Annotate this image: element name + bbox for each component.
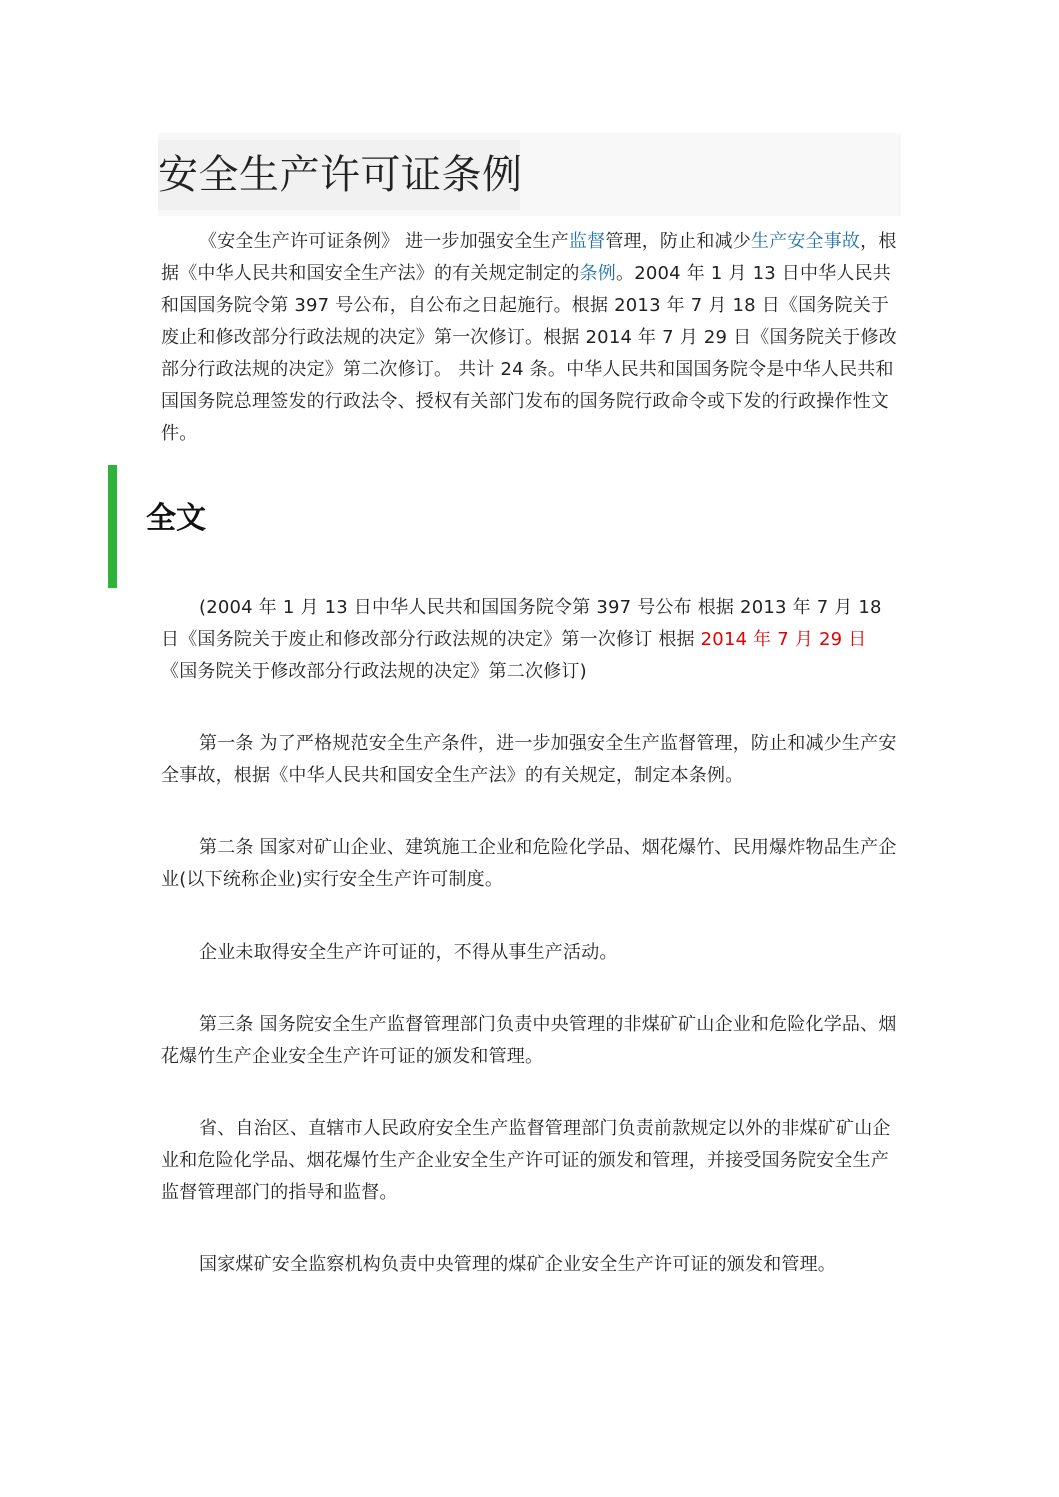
- article-3: 第三条 国务院安全生产监督管理部门负责中央管理的非煤矿矿山企业和危险化学品、烟花爆竹生产企业安全生产许可证的颁发和管理。: [161, 1014, 897, 1067]
- intro-text-2: 管理，防止和减少: [605, 231, 751, 252]
- article-2: 第二条 国家对矿山企业、建筑施工企业和危险化学品、烟花爆竹、民用爆炸物品生产企业(以下统称企业)实行安全生产许可制度。: [161, 837, 897, 890]
- article-1: 第一条 为了严格规范安全生产条件，进一步加强安全生产监督管理，防止和减少生产安全事故，根据《中华人民共和国安全生产法》的有关规定，制定本条例。: [161, 733, 897, 786]
- link-regulation[interactable]: 条例: [579, 263, 617, 284]
- article-3-clause-2: 省、自治区、直辖市人民政府安全生产监督管理部门负责前款规定以外的非煤矿矿山企业和危险化学品、烟花爆竹生产企业安全生产许可证的颁发和管理，并接受国务院安全生产监督管理部门的指导和监督。: [161, 1118, 891, 1203]
- promulgation-text-2: 《国务院关于修改部分行政法规的决定》第二次修订): [161, 661, 587, 682]
- link-supervision[interactable]: 监督: [568, 231, 606, 252]
- promulgation-note: [161, 592, 901, 688]
- intro-text-3: ，根据《中华人民共和国安全生产法》的有关规定制定的: [161, 231, 897, 284]
- intro-text-4: 。2004 年 1 月 13 日中华人民共和国国务院令第 397 号公布，自公布之日起施行。根据 2013 年 7 月 18 日《国务院关于废止和修改部分行政法规的决定》第一次修订。根据 2014 年 7 月 29 日《国务院关于修改部分行政法规的决定》第二次修订。 共计 24 条。中华人民共和国国务院令是中华人民共和国国务院总理签发的行政法令、授权有关部门发布的国务院行政命令或下发的行政操作性文件。: [161, 263, 897, 444]
- article-3-clause-3: 国家煤矿安全监察机构负责中央管理的煤矿企业安全生产许可证的颁发和管理。: [199, 1254, 836, 1275]
- section-heading-full-text: 全文: [146, 501, 206, 536]
- link-production-safety-accident[interactable]: 生产安全事故: [750, 231, 861, 252]
- intro-paragraph: [161, 226, 901, 450]
- intro-text-1: 《安全生产许可证条例》 进一步加强安全生产: [199, 231, 569, 252]
- promulgation-text-1: (2004 年 1 月 13 日中华人民共和国国务院令第 397 号公布 根据 2013 年 7 月 18 日《国务院关于废止和修改部分行政法规的决定》第一次修订 根据: [161, 597, 882, 650]
- highlight-date: 2014 年 7 月 29 日: [700, 629, 867, 650]
- section-accent-bar: [108, 465, 117, 588]
- page-title: 安全生产许可证条例: [158, 140, 520, 210]
- article-2-clause: 企业未取得安全生产许可证的，不得从事生产活动。: [199, 942, 618, 963]
